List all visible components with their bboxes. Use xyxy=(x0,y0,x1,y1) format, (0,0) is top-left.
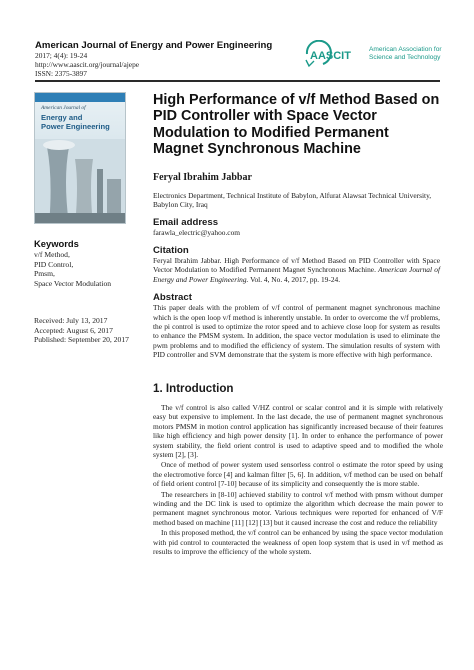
author-name: Feryal Ibrahim Jabbar xyxy=(153,171,252,183)
citation-journal: American Journal of Energy and Power Engineering. xyxy=(153,265,440,284)
keyword-item: Space Vector Modulation xyxy=(34,278,112,288)
journal-url[interactable]: http://www.aascit.org/journal/ajepe xyxy=(35,60,140,69)
citation-main: Feryal Ibrahim Jabbar. High Performance of v/f Method Based on PID Controller with Space Vector Modulation to Modified Permanent Magnet Synchronous Machine. xyxy=(153,256,440,275)
cover-subtitle: American Journal of xyxy=(41,105,86,111)
journal-name: American Journal of Energy and Power Engineering xyxy=(35,40,273,51)
publisher-name-line1: American Association for xyxy=(369,46,442,53)
received-date: Received: July 13, 2017 xyxy=(34,316,108,325)
citation-heading: Citation xyxy=(153,245,189,257)
article-title: High Performance of v/f Method Based on PID Controller with Space Vector Modulation to Modified Permanent Magnet Synchronous Machine xyxy=(153,92,440,158)
cover-band xyxy=(35,93,126,102)
journal-cover xyxy=(34,92,126,224)
published-date: Published: September 20, 2017 xyxy=(34,335,129,344)
journal-header xyxy=(35,40,295,78)
introduction-section xyxy=(153,382,443,558)
cover-title-line2: Power Engineering xyxy=(41,122,110,131)
publisher-name-line2: Science and Technology xyxy=(369,54,441,61)
introduction-heading: 1. Introduction xyxy=(153,382,234,395)
journal-volume: 2017; 4(4): 19-24 xyxy=(35,51,88,60)
keywords-section xyxy=(34,238,144,288)
accepted-date: Accepted: August 6, 2017 xyxy=(34,325,113,335)
header-divider xyxy=(35,80,440,82)
article-front-matter xyxy=(153,92,440,360)
journal-issn: ISSN: 2375-3897 xyxy=(35,69,87,78)
cover-title-line1: Energy and xyxy=(41,113,83,122)
intro-paragraph: Once of method of power system used sensorless control o estimate the rotor speed by using the electromotive force [4] and kalman filter [5, 6]. In addition, v/f method can be used on behalf of field orient control [7-10] because of its simplicity and consequently the is more stable. xyxy=(153,460,443,489)
dates-section xyxy=(34,316,154,345)
abstract-text: This paper deals with the problem of v/f control of permanent magnet synchronous machine which is the open loop v/f method is inherently unstable. In order to overcome the v/f problems, the pi control is used to optimize the rotor speed and to achieve close loop for system as results to enhance the PMSM system. In addition, the space vector modulation is used to eliminate the pwm problems and to modified the efficiency of system. The simulation results of system with PID controller and SVM demonstrate that the system is more effective with high performance. xyxy=(153,303,440,360)
email-address[interactable]: farawla_electric@yahoo.com xyxy=(153,228,241,238)
intro-paragraph: The v/f control is also called V/HZ control or scalar control and it is simple with relatively easy but expensive to implement. In the last decade, the use of permanent magnet synchronous motors PMSM in motion control application has significantly increased because of their features like high efficiency and high power density [1]. In order to enhance the performance of power system stability, the field orient control is used to adaptive speed and to modified the whole system [2], [3]. xyxy=(153,403,443,460)
cover-title xyxy=(41,113,125,131)
aascit-logo-text: AASCIT xyxy=(310,50,351,62)
power-plant-image xyxy=(35,139,126,224)
keyword-item: v/f Method, xyxy=(34,250,70,259)
email-heading: Email address xyxy=(153,217,219,229)
keywords-heading: Keywords xyxy=(34,238,79,249)
aascit-logo xyxy=(303,40,363,68)
publisher-block xyxy=(303,40,453,68)
keyword-item: Pmsm, xyxy=(34,269,55,278)
intro-paragraph: In this proposed method, the v/f control can be enhanced by using the space vector modulation with pid control to counteracted the weakness of open loop system that is used in v/f method as results to improve the efficiency of the whole system. xyxy=(153,528,443,557)
citation-tail: Vol. 4, No. 4, 2017, pp. 19-24. xyxy=(248,274,341,284)
abstract-heading: Abstract xyxy=(153,292,192,304)
citation-text xyxy=(153,256,440,284)
keyword-item: PID Control, xyxy=(34,259,74,269)
intro-paragraph: The researchers in [8-10] achieved stability to control v/f method with pmsm without dumper winding and the DC link is used to optimize the algorithm which decrease the main power to permanent magnet synchronous motor. Various techniques were reported for enhanced of V/F method based on machine [11] [12] [13] but it caused increase the cost and reduce the reliability xyxy=(153,489,443,527)
publisher-name xyxy=(369,46,459,62)
author-affiliation: Electronics Department, Technical Institute of Babylon, Alfurat Alawsat Technical University, Babylon City, Iraq xyxy=(153,190,432,209)
